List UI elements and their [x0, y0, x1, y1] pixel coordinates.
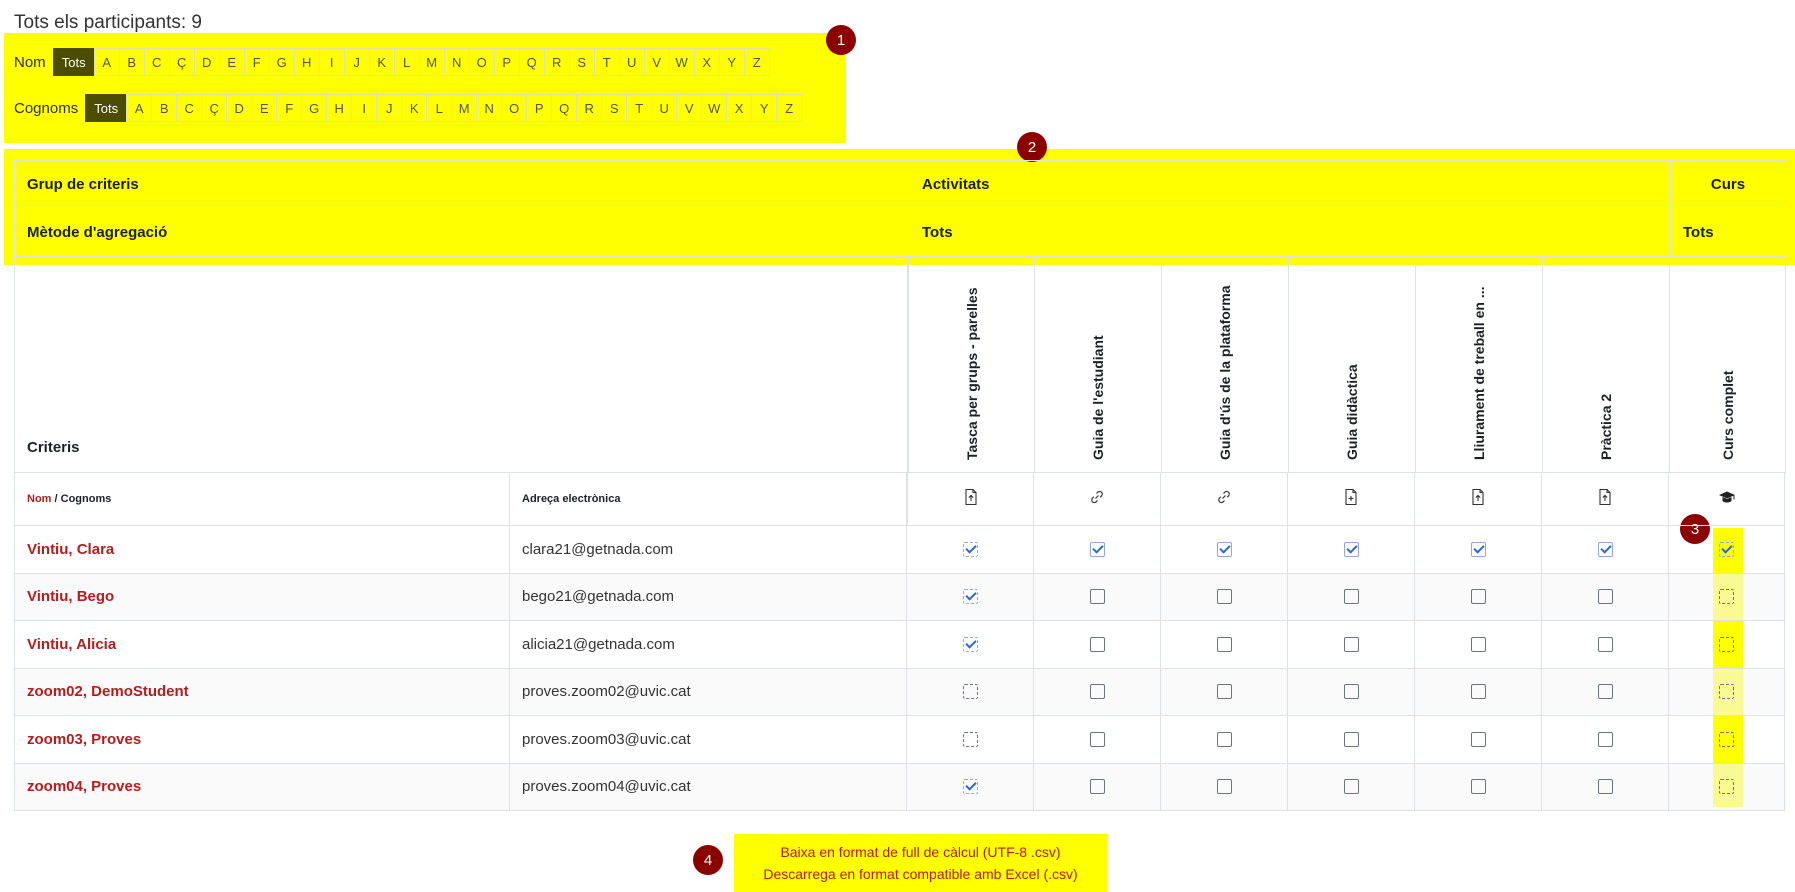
last-name-filter-letter[interactable]: K — [401, 94, 427, 122]
last-name-filter-letter[interactable]: L — [426, 94, 452, 122]
student-name-link[interactable]: zoom03, Proves — [27, 730, 142, 748]
completion-unchecked-icon[interactable] — [1471, 684, 1486, 699]
completion-unchecked-icon[interactable] — [1217, 637, 1232, 652]
completion-checked-icon[interactable] — [1090, 542, 1105, 557]
activity-column-header[interactable] — [1162, 257, 1289, 473]
completion-cell — [1288, 716, 1415, 764]
first-name-filter — [14, 48, 770, 76]
student-name-link[interactable]: zoom02, DemoStudent — [27, 683, 189, 701]
last-name-filter-letter[interactable]: B — [151, 94, 177, 122]
completion-cell — [1034, 716, 1161, 764]
completion-cell — [907, 621, 1034, 669]
student-email: bego21@getnada.com — [522, 588, 675, 606]
last-name-filter-letter[interactable]: W — [701, 94, 727, 122]
last-name-filter-letter[interactable]: M — [451, 94, 477, 122]
activity-column-header[interactable] — [1543, 257, 1670, 473]
last-name-filter-letter[interactable]: A — [126, 94, 152, 122]
completion-unchecked-icon[interactable] — [1471, 637, 1486, 652]
completion-unchecked-icon[interactable] — [1344, 779, 1359, 794]
completion-cell — [1288, 526, 1415, 574]
first-name-filter-letter[interactable]: Y — [719, 48, 745, 76]
completion-unchecked-icon[interactable] — [1090, 684, 1105, 699]
aggregation-course: Tots — [1670, 207, 1786, 257]
student-email: clara21@getnada.com — [522, 540, 674, 558]
last-name-filter-letter[interactable]: X — [726, 94, 752, 122]
annotation-marker-3: 3 — [1680, 514, 1710, 544]
activity-type-cell — [1034, 473, 1161, 526]
file-icon — [1342, 488, 1360, 511]
first-name-filter-letter[interactable]: H — [294, 48, 320, 76]
completion-cell — [1542, 526, 1669, 574]
first-name-filter-letter[interactable]: A — [94, 48, 120, 76]
first-name-filter-all[interactable]: Tots — [53, 48, 95, 76]
first-name-filter-letter[interactable]: M — [419, 48, 445, 76]
criteria-label: Criteris — [14, 257, 908, 473]
last-name-filter-label: Cognoms — [14, 99, 79, 117]
completion-unchecked-icon[interactable] — [1719, 732, 1734, 747]
first-name-filter-letter[interactable]: B — [119, 48, 145, 76]
first-name-filter-letter[interactable]: Z — [744, 48, 770, 76]
completion-checked-icon[interactable] — [963, 779, 978, 794]
table-row — [14, 716, 1786, 764]
completion-unchecked-icon[interactable] — [1344, 732, 1359, 747]
last-name-filter-letter[interactable]: C — [176, 94, 202, 122]
completion-cell — [1669, 669, 1785, 717]
last-name-filter-letter[interactable]: R — [576, 94, 602, 122]
completion-cell — [1034, 526, 1161, 574]
student-name-link[interactable]: Vintiu, Clara — [27, 540, 115, 558]
completion-cell — [1161, 764, 1288, 812]
last-name-filter-letter[interactable]: H — [326, 94, 352, 122]
header-row — [14, 473, 1786, 526]
last-name-filter-letter[interactable]: F — [276, 94, 302, 122]
sort-separator: / — [51, 493, 61, 505]
completion-checked-icon[interactable] — [963, 542, 978, 557]
email-header-label: Adreça electrònica — [522, 493, 621, 505]
completion-cell — [1669, 764, 1785, 812]
last-name-filter-letter[interactable]: S — [601, 94, 627, 122]
student-email: proves.zoom04@uvic.cat — [522, 778, 691, 796]
completion-checked-icon[interactable] — [963, 589, 978, 604]
annotation-marker-4: 4 — [693, 845, 723, 875]
last-name-filter-letter[interactable]: J — [376, 94, 402, 122]
completion-unchecked-icon[interactable] — [1344, 684, 1359, 699]
last-name-filter-letter[interactable]: O — [501, 94, 527, 122]
completion-cell — [907, 526, 1034, 574]
completion-cell — [1415, 574, 1542, 622]
activity-type-cell — [1669, 473, 1785, 526]
first-name-filter-letter[interactable]: S — [569, 48, 595, 76]
student-name-cell — [14, 669, 510, 717]
table-row — [14, 574, 1786, 622]
activity-type-cell — [1161, 473, 1288, 526]
completion-unchecked-icon[interactable] — [1344, 589, 1359, 604]
activity-type-cell — [1288, 473, 1415, 526]
student-name-cell — [14, 621, 510, 669]
aggregation-activities: Tots — [909, 207, 1671, 257]
completion-cell — [1669, 574, 1785, 622]
completion-unchecked-icon[interactable] — [963, 684, 978, 699]
student-name-cell — [14, 574, 510, 622]
student-name-cell — [14, 764, 510, 812]
first-name-filter-letter[interactable]: Q — [519, 48, 545, 76]
completion-cell — [907, 764, 1034, 812]
completion-cell — [1288, 574, 1415, 622]
first-name-filter-letter[interactable]: P — [494, 48, 520, 76]
completion-checked-icon[interactable] — [1719, 542, 1734, 557]
first-name-filter-letter[interactable]: I — [319, 48, 345, 76]
first-name-filter-letter[interactable]: W — [669, 48, 695, 76]
completion-cell — [1034, 669, 1161, 717]
completion-cell — [1034, 621, 1161, 669]
completion-cell — [1288, 764, 1415, 812]
completion-unchecked-icon[interactable] — [1090, 589, 1105, 604]
completion-unchecked-icon[interactable] — [1217, 589, 1232, 604]
completion-cell — [1161, 716, 1288, 764]
completion-unchecked-icon[interactable] — [1217, 732, 1232, 747]
first-name-filter-letter[interactable]: N — [444, 48, 470, 76]
completion-unchecked-icon[interactable] — [1598, 684, 1613, 699]
assignment-icon — [1596, 488, 1614, 511]
link-icon — [1215, 488, 1233, 511]
activity-column-header[interactable] — [908, 257, 1035, 473]
completion-cell — [1415, 526, 1542, 574]
table-row — [14, 526, 1786, 574]
criteria-group-activities: Activitats — [909, 160, 1671, 208]
activity-column-header[interactable] — [1035, 257, 1162, 473]
activity-column-label[interactable]: Guia d'ús de la plataforma — [1217, 285, 1233, 460]
table-row — [14, 669, 1786, 717]
last-name-filter-letter[interactable]: P — [526, 94, 552, 122]
first-name-filter-letter[interactable]: U — [619, 48, 645, 76]
last-name-filter-letter[interactable]: V — [676, 94, 702, 122]
student-email: alicia21@getnada.com — [522, 635, 675, 653]
last-name-filter-letter[interactable]: Ç — [201, 94, 227, 122]
completion-checked-icon[interactable] — [1344, 542, 1359, 557]
last-name-letters — [85, 94, 802, 122]
completion-cell — [1669, 716, 1785, 764]
completion-cell — [1542, 669, 1669, 717]
assignment-icon — [1469, 488, 1487, 511]
student-email-cell — [510, 764, 907, 812]
activity-column-label[interactable]: Guia de l'estudiant — [1090, 335, 1106, 460]
student-name-link[interactable]: Vintiu, Bego — [27, 588, 115, 606]
student-name-link[interactable]: zoom04, Proves — [27, 778, 142, 796]
student-name-cell — [14, 716, 510, 764]
activity-column-header[interactable] — [1416, 257, 1543, 473]
completion-unchecked-icon[interactable] — [1090, 732, 1105, 747]
completion-cell — [1669, 621, 1785, 669]
first-name-filter-letter[interactable]: C — [144, 48, 170, 76]
activity-column-header[interactable] — [1670, 257, 1786, 473]
completion-cell — [1034, 574, 1161, 622]
completion-cell — [1415, 621, 1542, 669]
email-header — [510, 473, 907, 526]
activity-column-label[interactable]: Tasca per grups - parelles — [963, 287, 980, 460]
completion-cell — [1542, 764, 1669, 812]
student-email-cell — [510, 526, 907, 574]
completion-unchecked-icon[interactable] — [1217, 684, 1232, 699]
participants-count: Tots els participants: 9 — [14, 12, 202, 33]
completion-cell — [1161, 526, 1288, 574]
completion-cell — [907, 669, 1034, 717]
completion-cell — [1542, 716, 1669, 764]
completion-cell — [1288, 621, 1415, 669]
completion-cell — [1542, 574, 1669, 622]
assignment-icon — [962, 488, 980, 511]
student-name-link[interactable]: Vintiu, Alicia — [27, 635, 117, 653]
table-row — [14, 764, 1786, 812]
last-name-filter-letter[interactable]: Q — [551, 94, 577, 122]
first-name-filter-letter[interactable]: X — [694, 48, 720, 76]
table-row — [14, 621, 1786, 669]
activity-column-label[interactable]: Guia didàctica — [1344, 364, 1360, 460]
first-name-filter-letter[interactable]: G — [269, 48, 295, 76]
completion-unchecked-icon[interactable] — [1090, 637, 1105, 652]
activity-type-cell — [1415, 473, 1542, 526]
completion-unchecked-icon[interactable] — [1090, 779, 1105, 794]
completion-unchecked-icon[interactable] — [1344, 637, 1359, 652]
completion-cell — [907, 716, 1034, 764]
completion-unchecked-icon[interactable] — [1598, 779, 1613, 794]
completion-checked-icon[interactable] — [1217, 542, 1232, 557]
last-name-filter-letter[interactable]: D — [226, 94, 252, 122]
last-name-filter-all[interactable]: Tots — [85, 94, 127, 122]
first-name-filter-letter[interactable]: V — [644, 48, 670, 76]
completion-cell — [1288, 669, 1415, 717]
last-name-filter-letter[interactable]: Z — [776, 94, 802, 122]
last-name-filter-letter[interactable]: T — [626, 94, 652, 122]
activity-column-header[interactable] — [1289, 257, 1416, 473]
completion-unchecked-icon[interactable] — [1719, 589, 1734, 604]
completion-unchecked-icon[interactable] — [1719, 779, 1734, 794]
completion-cell — [1669, 526, 1785, 574]
last-name-filter-letter[interactable]: I — [351, 94, 377, 122]
student-email-cell — [510, 574, 907, 622]
activity-column-label[interactable]: Pràctica 2 — [1598, 393, 1614, 460]
completion-unchecked-icon[interactable] — [1719, 637, 1734, 652]
completion-unchecked-icon[interactable] — [1719, 684, 1734, 699]
completion-unchecked-icon[interactable] — [1217, 779, 1232, 794]
completion-cell — [1415, 764, 1542, 812]
completion-cell — [1161, 669, 1288, 717]
first-name-filter-letter[interactable]: J — [344, 48, 370, 76]
first-name-filter-letter[interactable]: K — [369, 48, 395, 76]
completion-cell — [1415, 716, 1542, 764]
completion-unchecked-icon[interactable] — [1471, 779, 1486, 794]
completion-table — [14, 257, 1786, 811]
criteria-group-label: Grup de criteris — [14, 160, 910, 208]
completion-unchecked-icon[interactable] — [1471, 589, 1486, 604]
completion-cell — [1542, 621, 1669, 669]
link-icon — [1088, 488, 1106, 511]
first-name-filter-label: Nom — [14, 53, 46, 71]
first-name-letters — [53, 48, 770, 76]
completion-cell — [1161, 621, 1288, 669]
first-name-filter-letter[interactable]: R — [544, 48, 570, 76]
completion-cell — [1034, 764, 1161, 812]
last-name-filter-letter[interactable]: E — [251, 94, 277, 122]
annotation-marker-2: 2 — [1017, 132, 1047, 162]
student-email-cell — [510, 621, 907, 669]
last-name-filter-letter[interactable]: U — [651, 94, 677, 122]
first-name-filter-letter[interactable]: D — [194, 48, 220, 76]
last-name-filter — [14, 94, 802, 122]
annotation-marker-1: 1 — [826, 25, 856, 55]
sort-name-header[interactable] — [14, 473, 510, 526]
criteria-group-course: Curs — [1670, 160, 1786, 208]
activity-type-cell — [907, 473, 1034, 526]
activity-type-cell — [1542, 473, 1669, 526]
completion-unchecked-icon[interactable] — [963, 732, 978, 747]
first-name-filter-letter[interactable]: F — [244, 48, 270, 76]
first-name-filter-letter[interactable]: L — [394, 48, 420, 76]
activity-column-label[interactable]: Lliurament de treball en ... — [1471, 286, 1487, 460]
download-csv-excel-link[interactable]: Descarrega en format compatible amb Excel (.csv) — [763, 866, 1078, 882]
criteria-row — [14, 257, 1786, 473]
first-name-filter-letter[interactable]: O — [469, 48, 495, 76]
first-name-filter-letter[interactable]: Ç — [169, 48, 195, 76]
completion-cell — [907, 574, 1034, 622]
sort-by-first-name[interactable]: Nom — [27, 493, 52, 505]
student-email-cell — [510, 716, 907, 764]
completion-unchecked-icon[interactable] — [1598, 732, 1613, 747]
download-options — [734, 834, 1107, 892]
student-email-cell — [510, 669, 907, 717]
graduation-cap-icon — [1718, 488, 1736, 511]
completion-unchecked-icon[interactable] — [1598, 589, 1613, 604]
completion-checked-icon[interactable] — [1471, 542, 1486, 557]
completion-unchecked-icon[interactable] — [1598, 637, 1613, 652]
sort-by-last-name[interactable]: Cognoms — [60, 493, 112, 505]
completion-cell — [1161, 574, 1288, 622]
last-name-filter-letter[interactable]: N — [476, 94, 502, 122]
student-email: proves.zoom02@uvic.cat — [522, 683, 691, 701]
completion-checked-icon[interactable] — [963, 637, 978, 652]
last-name-filter-letter[interactable]: G — [301, 94, 327, 122]
student-name-cell — [14, 526, 510, 574]
last-name-filter-letter[interactable]: Y — [751, 94, 777, 122]
completion-unchecked-icon[interactable] — [1471, 732, 1486, 747]
completion-cell — [1415, 669, 1542, 717]
student-email: proves.zoom03@uvic.cat — [522, 730, 691, 748]
first-name-filter-letter[interactable]: E — [219, 48, 245, 76]
aggregation-label: Mètode d'agregació — [14, 207, 910, 257]
download-csv-utf8-link[interactable]: Baixa en format de full de càlcul (UTF-8 .csv) — [780, 844, 1061, 860]
first-name-filter-letter[interactable]: T — [594, 48, 620, 76]
activity-column-label[interactable]: Curs complet — [1719, 370, 1736, 460]
completion-checked-icon[interactable] — [1598, 542, 1613, 557]
